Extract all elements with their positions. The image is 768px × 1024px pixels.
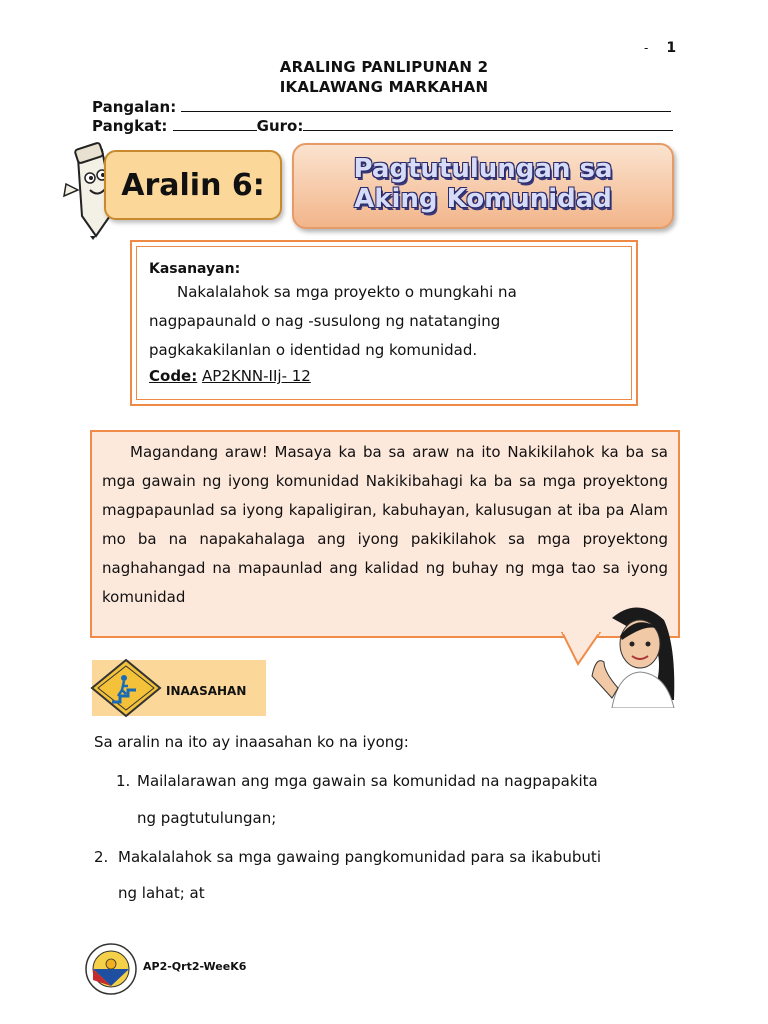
subject-title: ARALING PANLIPUNAN 2 bbox=[279, 58, 489, 76]
skill-line-1: Nakalalahok sa mga proyekto o mungkahi na bbox=[177, 283, 517, 301]
stairs-sign-icon bbox=[90, 658, 162, 718]
skill-box-inner bbox=[136, 246, 632, 400]
teacher-blank[interactable] bbox=[303, 117, 673, 131]
name-field bbox=[92, 98, 671, 116]
teacher-avatar-icon bbox=[582, 600, 678, 708]
lesson-title-line1: Pagtutulungan sa bbox=[353, 154, 613, 184]
list-item-line: ng lahat; at bbox=[118, 884, 205, 902]
list-item-number: 1. bbox=[116, 772, 131, 790]
teacher-label: Guro: bbox=[256, 117, 304, 135]
name-blank[interactable] bbox=[181, 98, 671, 112]
expectations-tag-text: INAASAHAN bbox=[166, 684, 247, 698]
skill-code bbox=[149, 367, 311, 385]
list-item-line: Makalalahok sa mga gawaing pangkomunidad para sa ikabubuti bbox=[118, 848, 601, 866]
lesson-tag-text: Aralin 6: bbox=[121, 167, 265, 203]
page-number-value: 1 bbox=[666, 40, 677, 56]
code-value: AP2KNN-IIj- 12 bbox=[202, 367, 311, 385]
list-item-number: 2. bbox=[94, 848, 109, 866]
expectations-intro: Sa aralin na ito ay inaasahan ko na iyong: bbox=[94, 733, 409, 751]
skill-line-3: pagkakakilanlan o identidad ng komunidad. bbox=[149, 341, 478, 359]
code-label: Code: bbox=[149, 367, 198, 385]
skill-box bbox=[130, 240, 638, 406]
list-item-line: Mailalarawan ang mga gawain sa komunidad na nagpapakita bbox=[137, 772, 598, 790]
footer-code: AP2-Qrt2-WeeK6 bbox=[143, 960, 247, 973]
page-number bbox=[644, 40, 676, 56]
section-label: Pangkat: bbox=[92, 117, 168, 135]
lesson-tag bbox=[104, 150, 282, 220]
division-seal-logo bbox=[84, 942, 138, 996]
skill-line-2: nagpapaunald o nag -susulong ng natatanging bbox=[149, 312, 501, 330]
page-dash: - bbox=[644, 41, 649, 55]
section-teacher-field bbox=[92, 117, 673, 135]
section-blank[interactable] bbox=[173, 117, 257, 131]
name-label: Pangalan: bbox=[92, 98, 177, 116]
intro-text: Magandang araw! Masaya ka ba sa araw na ito Nakikilahok ka ba sa mga gawain ng iyong komunidad Nakikibahagi ka ba sa mga proyektong magpapaunlad sa iyong kapaligiran, kabuhayan, kalusugan at iba pa Alam mo ba na napakahalaga ang iyong pakikilahok sa mga proyektong naghahangad na mapaunlad ang kalidad ng buhay ng mga tao sa iyong komunidad bbox=[102, 443, 668, 606]
skill-label: Kasanayan: bbox=[149, 261, 241, 277]
lesson-title-line2: Aking Komunidad bbox=[354, 184, 612, 214]
quarter-title: IKALAWANG MARKAHAN bbox=[279, 78, 489, 96]
lesson-title-box bbox=[292, 143, 674, 229]
list-item-line: ng pagtutulungan; bbox=[137, 809, 277, 827]
